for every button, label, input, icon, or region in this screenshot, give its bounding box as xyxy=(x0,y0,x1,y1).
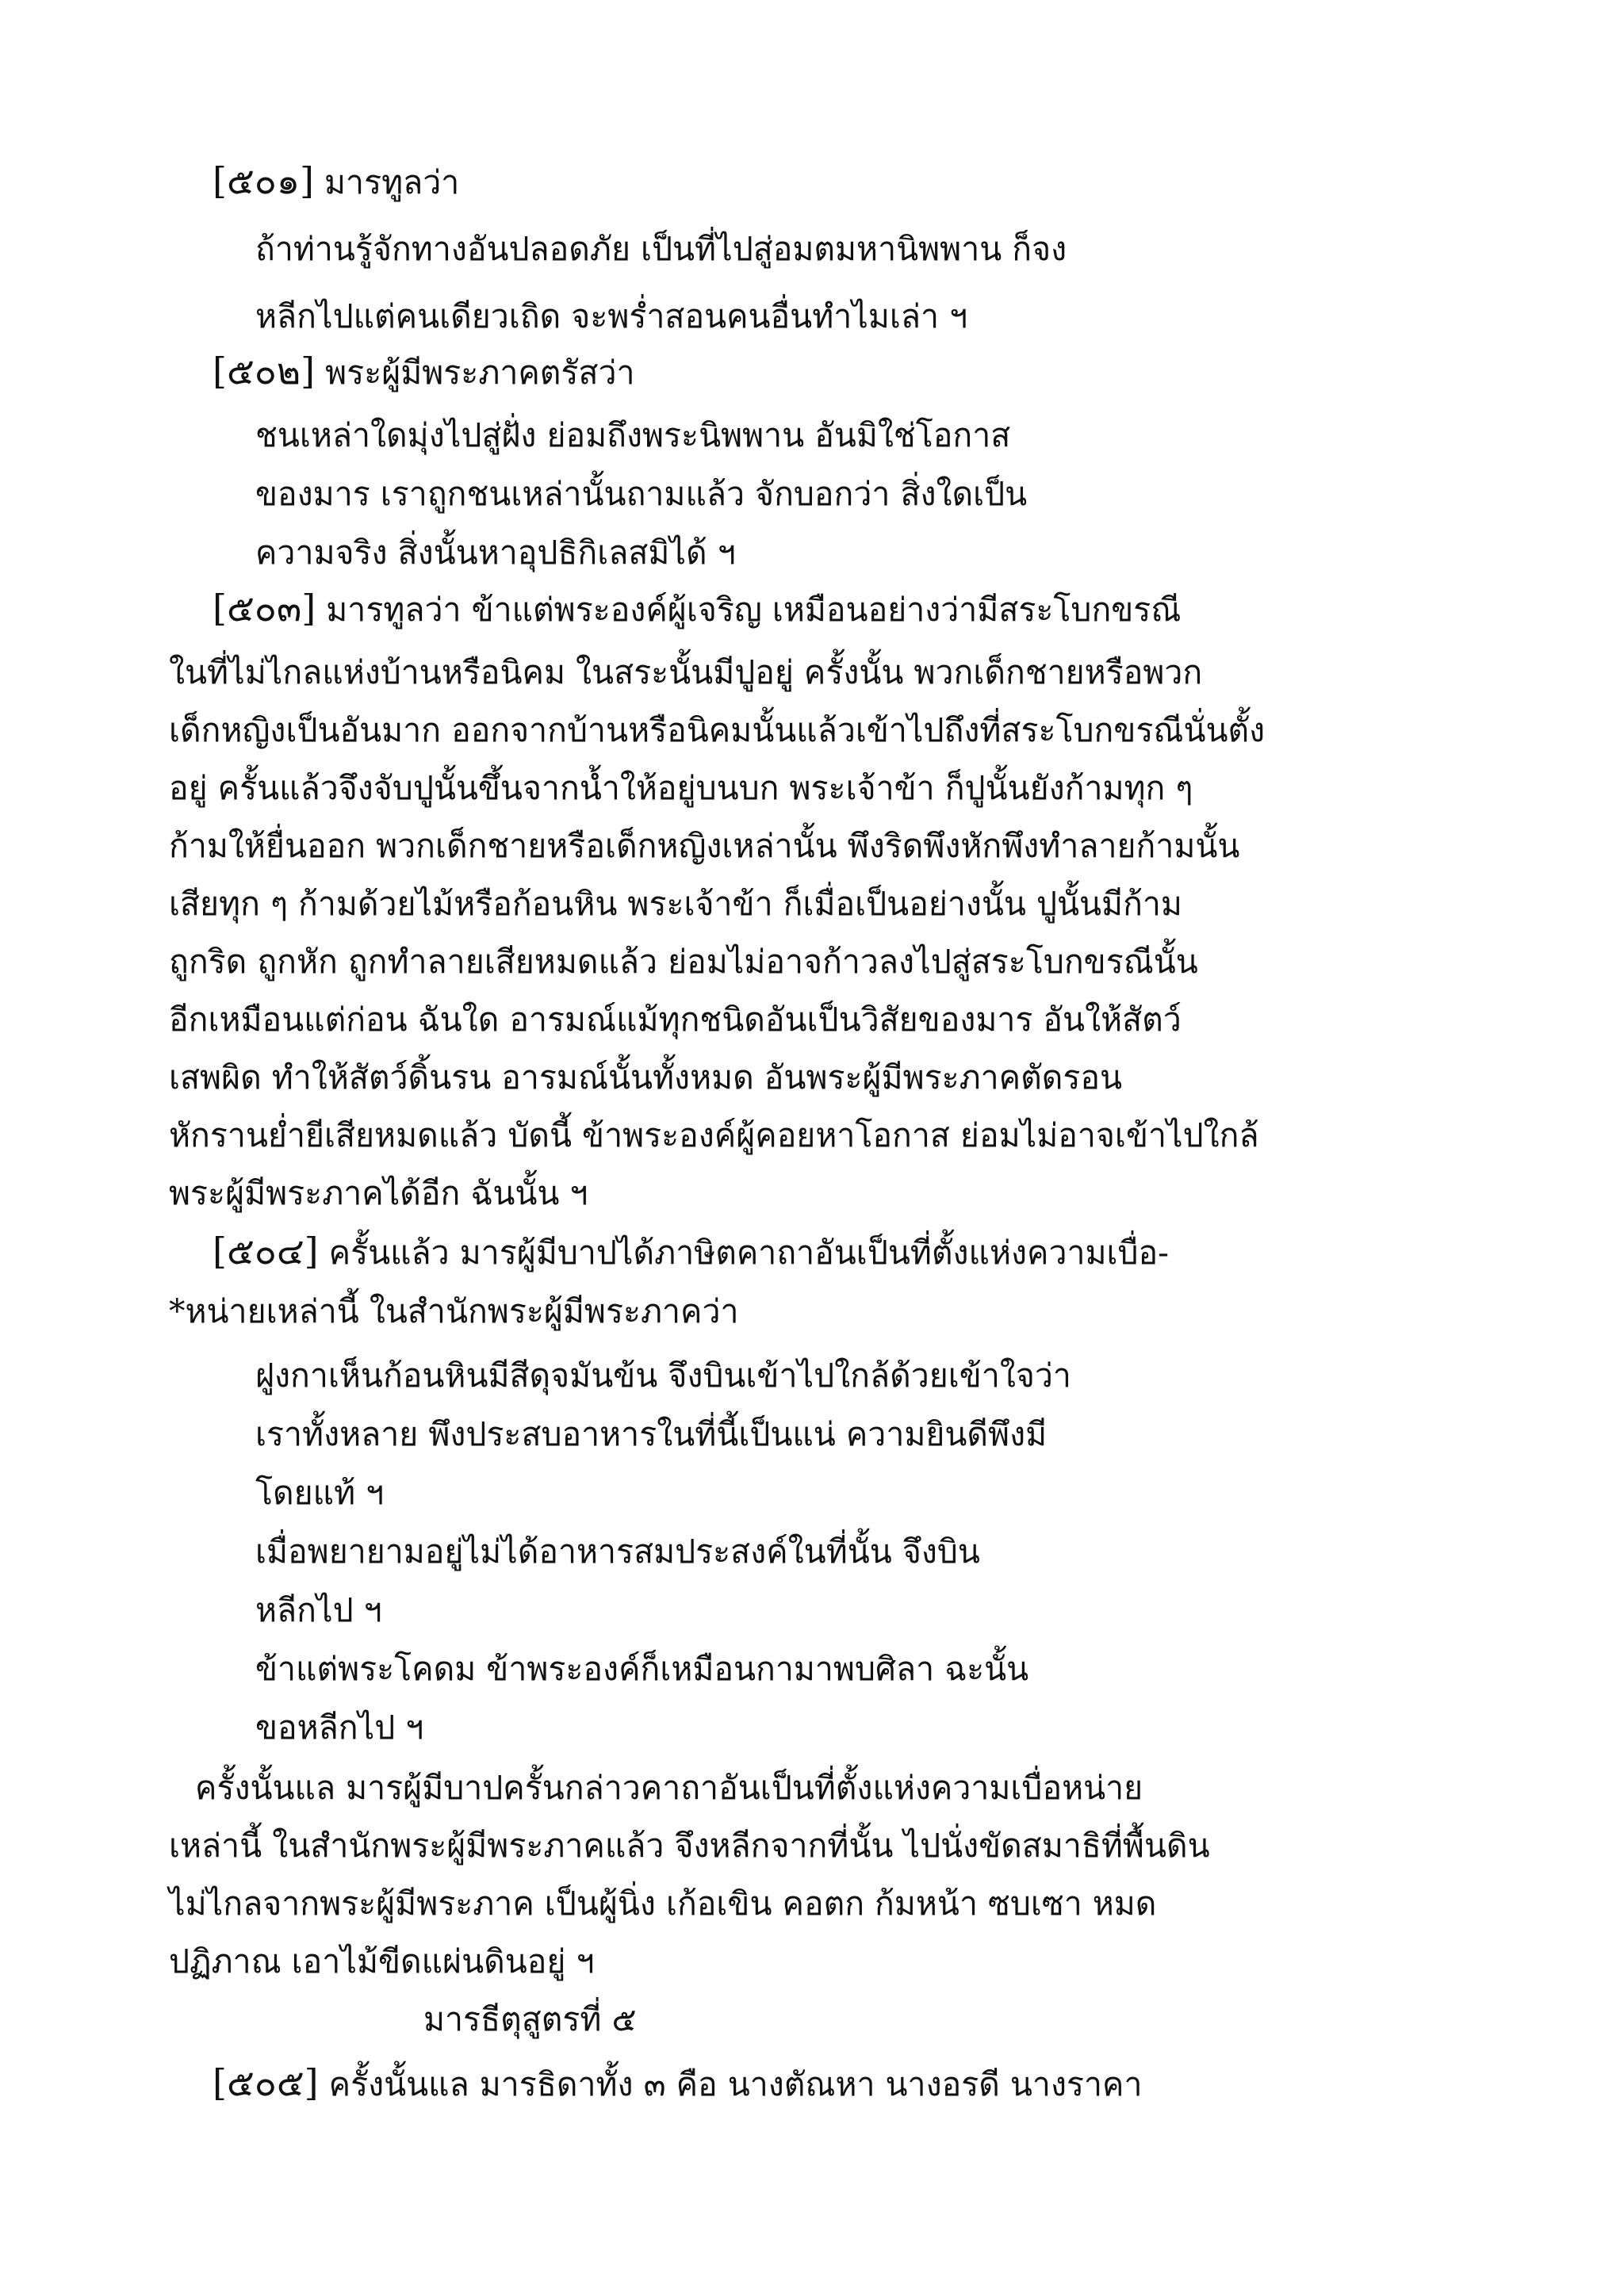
verse-line: ถ้าท่านรู้จักทางอันปลอดภัย เป็นที่ไปสู่อมตมหานิพพาน ก็จง xyxy=(255,230,1067,268)
verse-heading-502 xyxy=(213,347,635,395)
paragraph-line: ครั้งนั้นแล มารผู้มีบาปครั้นกล่าวคาถาอันเป็นที่ตั้งแห่งความเบื่อหน่าย xyxy=(195,1769,1143,1807)
line-text: ครั้นแล้ว มารผู้มีบาปได้ภาษิตคาถาอันเป็นที่ตั้งแห่งความเบื่อ- xyxy=(318,1234,1170,1272)
verse-line: ของมาร เราถูกชนเหล่านั้นถามแล้ว จักบอกว่า สิ่งใดเป็น xyxy=(255,475,1028,513)
verse-line: เมื่อพยายามอยู่ไม่ได้อาหารสมประสงค์ในที่นั้น จึงบิน xyxy=(255,1533,980,1571)
paragraph-heading-505 xyxy=(213,2059,1142,2107)
verse-line: เราทั้งหลาย พึงประสบอาหารในที่นี้เป็นแน่ ความยินดีพึงมี xyxy=(255,1415,1048,1453)
paragraph-line: ก้ามให้ยื่นออก พวกเด็กชายหรือเด็กหญิงเหล่านั้น พึงริดพึงหักพึงทำลายก้ามนั้น xyxy=(169,827,1240,865)
verse-number: [๕๐๑] xyxy=(213,159,314,202)
paragraph-line: เด็กหญิงเป็นอันมาก ออกจากบ้านหรือนิคมนั้นแล้วเข้าไปถึงที่สระโบกขรณีนั่นตั้ง xyxy=(169,711,1266,749)
section-title: มารธีตุสูตรที่ ๕ xyxy=(423,2000,637,2038)
paragraph-line: พระผู้มีพระภาคได้อีก ฉันนั้น ฯ xyxy=(169,1174,588,1212)
paragraph-line: เสพผิด ทำให้สัตว์ดิ้นรน อารมณ์นั้นทั้งหมด อันพระผู้มีพระภาคตัดรอน xyxy=(169,1058,1123,1096)
line-text: มารทูลว่า ข้าแต่พระองค์ผู้เจริญ เหมือนอย่างว่ามีสระโบกขรณี xyxy=(316,591,1182,629)
paragraph-line: ไม่ไกลจากพระผู้มีพระภาค เป็นผู้นิ่ง เก้อเขิน คอตก ก้มหน้า ซบเซา หมด xyxy=(169,1885,1157,1923)
paragraph-line: เหล่านี้ ในสำนักพระผู้มีพระภาคแล้ว จึงหลีกจากที่นั้น ไปนั่งขัดสมาธิที่พื้นดิน xyxy=(169,1827,1210,1865)
line-text: ครั้งนั้นแล มารธิดาทั้ง ๓ คือ นางตัณหา นางอรดี นางราคา xyxy=(318,2065,1143,2103)
verse-line: ฝูงกาเห็นก้อนหินมีสีดุจมันข้น จึงบินเข้าไปใกล้ด้วยเข้าใจว่า xyxy=(255,1357,1071,1395)
verse-line: ขอหลีกไป ฯ xyxy=(255,1709,424,1747)
verse-number: [๕๐๕] xyxy=(213,2061,319,2104)
verse-heading-501 xyxy=(213,157,459,205)
line-text: พระผู้มีพระภาคตรัสว่า xyxy=(315,354,635,392)
verse-number: [๕๐๒] xyxy=(213,350,316,392)
verse-line: ข้าแต่พระโคดม ข้าพระองค์ก็เหมือนกามาพบศิลา ฉะนั้น xyxy=(255,1650,1029,1688)
paragraph-line: ถูกริด ถูกหัก ถูกทำลายเสียหมดแล้ว ย่อมไม่อาจก้าวลงไปสู่สระโบกขรณีนั้น xyxy=(169,943,1198,981)
verse-line: หลีกไป ฯ xyxy=(255,1591,382,1629)
verse-line: หลีกไปแต่คนเดียวเถิด จะพร่ำสอนคนอื่นทำไมเล่า ฯ xyxy=(255,297,968,335)
paragraph-line: หักรานย่ำยีเสียหมดแล้ว บัดนี้ ข้าพระองค์ผู้คอยหาโอกาส ย่อมไม่อาจเข้าไปใกล้ xyxy=(169,1116,1259,1154)
verse-line: ความจริง สิ่งนั้นหาอุปธิกิเลสมิได้ ฯ xyxy=(255,534,736,572)
verse-number: [๕๐๔] xyxy=(213,1230,319,1272)
paragraph-line: ปฏิภาณ เอาไม้ขีดแผ่นดินอยู่ ฯ xyxy=(169,1942,595,1980)
paragraph-heading-503 xyxy=(213,584,1181,632)
paragraph-line: ในที่ไม่ไกลแห่งบ้านหรือนิคม ในสระนั้นมีปูอยู่ ครั้งนั้น พวกเด็กชายหรือพวก xyxy=(169,653,1203,691)
paragraph-line: อยู่ ครั้นแล้วจึงจับปูนั้นขึ้นจากน้ำให้อยู่บนบก พระเจ้าข้า ก็ปูนั้นยังก้ามทุก ๆ xyxy=(169,769,1193,807)
paragraph-line: เสียทุก ๆ ก้ามด้วยไม้หรือก้อนหิน พระเจ้าข้า ก็เมื่อเป็นอย่างนั้น ปูนั้นมีก้าม xyxy=(169,885,1182,923)
line-text: มารทูลว่า xyxy=(313,163,460,201)
paragraph-line: *หน่ายเหล่านี้ ในสำนักพระผู้มีพระภาคว่า xyxy=(169,1292,739,1330)
verse-number: [๕๐๓] xyxy=(213,587,316,629)
verse-line: โดยแท้ ฯ xyxy=(255,1474,385,1512)
verse-line: ชนเหล่าใดมุ่งไปสู่ฝั่ง ย่อมถึงพระนิพพาน อันมิใช่โอกาส xyxy=(255,416,1011,454)
paragraph-heading-504 xyxy=(213,1227,1169,1275)
paragraph-line: อีกเหมือนแต่ก่อน ฉันใด อารมณ์แม้ทุกชนิดอันเป็นวิสัยของมาร อันให้สัตว์ xyxy=(169,1001,1182,1039)
